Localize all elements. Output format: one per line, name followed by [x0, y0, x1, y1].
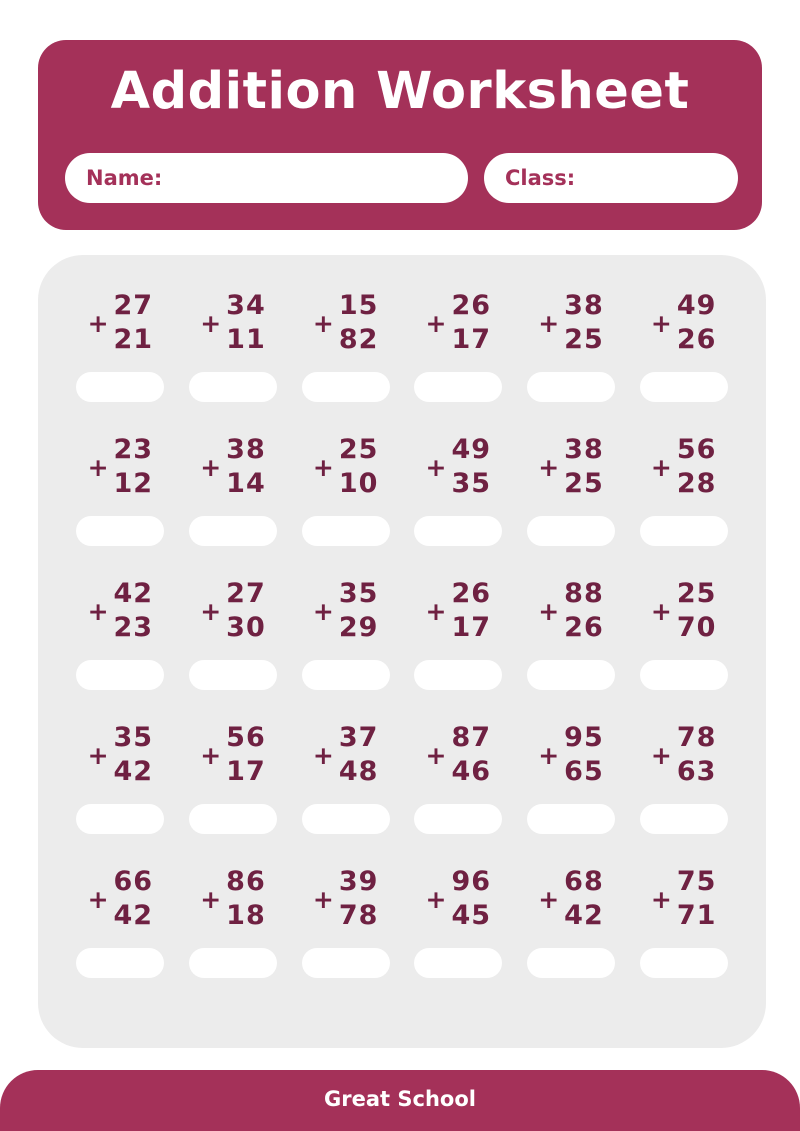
problems-panel — [38, 255, 766, 1048]
problem-operands — [313, 289, 379, 357]
addend-bottom: 63 — [676, 756, 717, 787]
problem-operands — [538, 289, 604, 357]
plus-icon: + — [538, 740, 560, 770]
addend-top: 39 — [338, 866, 379, 897]
problem-cell — [64, 717, 177, 861]
addends — [677, 577, 717, 645]
answer-box[interactable] — [189, 372, 277, 402]
problem-cell — [515, 861, 628, 1005]
addends — [226, 577, 266, 645]
addend-bottom: 11 — [226, 324, 266, 355]
problem-operands — [313, 721, 379, 789]
addends — [339, 577, 379, 645]
plus-icon: + — [87, 884, 109, 914]
addend-bottom: 78 — [338, 900, 379, 931]
addend-top: 49 — [451, 434, 492, 465]
addend-top: 34 — [226, 290, 266, 321]
addends — [114, 721, 154, 789]
problem-cell — [402, 573, 515, 717]
header-fields — [38, 153, 762, 203]
problem-cell — [289, 717, 402, 861]
addend-bottom: 65 — [564, 756, 604, 787]
answer-box[interactable] — [640, 948, 728, 978]
problem-cell — [177, 861, 290, 1005]
answer-box[interactable] — [189, 948, 277, 978]
problem-operands — [88, 433, 154, 501]
problem-cell — [289, 573, 402, 717]
plus-icon: + — [650, 452, 672, 482]
addend-top: 68 — [564, 866, 604, 897]
plus-icon: + — [87, 596, 109, 626]
addends — [452, 721, 492, 789]
problem-cell — [289, 861, 402, 1005]
plus-icon: + — [425, 596, 447, 626]
answer-box[interactable] — [76, 372, 164, 402]
problem-operands — [200, 721, 266, 789]
addends — [226, 289, 266, 357]
plus-icon: + — [425, 452, 447, 482]
addend-top: 75 — [676, 866, 717, 897]
addends — [452, 577, 492, 645]
addend-top: 86 — [226, 866, 266, 897]
addend-top: 78 — [676, 722, 717, 753]
addend-bottom: 29 — [338, 612, 379, 643]
addend-top: 88 — [564, 578, 604, 609]
problem-cell — [515, 429, 628, 573]
problem-operands — [88, 577, 154, 645]
addends — [226, 865, 266, 933]
problem-operands — [88, 865, 154, 933]
addends — [452, 289, 492, 357]
plus-icon: + — [200, 884, 222, 914]
addends — [114, 433, 154, 501]
addends — [339, 865, 379, 933]
answer-box[interactable] — [76, 660, 164, 690]
problem-cell — [177, 285, 290, 429]
plus-icon: + — [200, 308, 222, 338]
addend-top: 56 — [226, 722, 266, 753]
answer-box[interactable] — [527, 804, 615, 834]
addends — [677, 433, 717, 501]
addend-bottom: 42 — [113, 900, 154, 931]
addend-top: 35 — [338, 578, 379, 609]
answer-box[interactable] — [302, 804, 390, 834]
problem-cell — [402, 429, 515, 573]
answer-box[interactable] — [76, 804, 164, 834]
addend-top: 66 — [113, 866, 154, 897]
answer-box[interactable] — [527, 948, 615, 978]
addend-bottom: 71 — [676, 900, 717, 931]
footer-bar — [0, 1070, 800, 1131]
plus-icon: + — [538, 452, 560, 482]
answer-box[interactable] — [302, 948, 390, 978]
plus-icon: + — [312, 884, 334, 914]
addend-top: 95 — [564, 722, 604, 753]
problem-operands — [426, 721, 492, 789]
problem-operands — [426, 577, 492, 645]
addend-bottom: 28 — [676, 468, 717, 499]
addends — [564, 577, 604, 645]
addend-bottom: 26 — [564, 612, 604, 643]
plus-icon: + — [425, 884, 447, 914]
addend-bottom: 82 — [338, 324, 379, 355]
problem-operands — [651, 577, 717, 645]
class-field[interactable] — [484, 153, 738, 203]
addends — [564, 721, 604, 789]
addend-top: 37 — [338, 722, 379, 753]
plus-icon: + — [650, 308, 672, 338]
addend-bottom: 18 — [226, 900, 266, 931]
problem-operands — [426, 433, 492, 501]
addend-top: 15 — [338, 290, 379, 321]
problem-cell — [64, 429, 177, 573]
answer-box[interactable] — [527, 516, 615, 546]
problem-cell — [402, 861, 515, 1005]
problem-cell — [515, 573, 628, 717]
name-label: Name: — [86, 166, 163, 190]
answer-box[interactable] — [414, 660, 502, 690]
name-field[interactable] — [65, 153, 468, 203]
addends — [677, 289, 717, 357]
addend-top: 23 — [113, 434, 154, 465]
answer-box[interactable] — [527, 660, 615, 690]
addends — [452, 865, 492, 933]
answer-box[interactable] — [640, 804, 728, 834]
answer-box[interactable] — [414, 516, 502, 546]
addends — [564, 289, 604, 357]
addends — [452, 433, 492, 501]
problem-operands — [426, 865, 492, 933]
addend-bottom: 42 — [113, 756, 154, 787]
plus-icon: + — [425, 740, 447, 770]
problem-operands — [426, 289, 492, 357]
answer-box[interactable] — [302, 372, 390, 402]
problem-operands — [538, 721, 604, 789]
addend-bottom: 17 — [451, 324, 492, 355]
problem-operands — [538, 865, 604, 933]
problem-operands — [538, 577, 604, 645]
addend-bottom: 26 — [676, 324, 717, 355]
problem-operands — [200, 577, 266, 645]
addend-top: 38 — [564, 434, 604, 465]
addend-bottom: 14 — [226, 468, 266, 499]
answer-box[interactable] — [640, 516, 728, 546]
problem-operands — [313, 577, 379, 645]
plus-icon: + — [538, 596, 560, 626]
answer-box[interactable] — [76, 516, 164, 546]
plus-icon: + — [425, 308, 447, 338]
problem-cell — [627, 285, 740, 429]
problem-cell — [177, 717, 290, 861]
addend-top: 35 — [113, 722, 154, 753]
addend-bottom: 35 — [451, 468, 492, 499]
problem-operands — [88, 721, 154, 789]
problem-cell — [627, 429, 740, 573]
addends — [114, 865, 154, 933]
problem-cell — [177, 573, 290, 717]
problem-operands — [313, 433, 379, 501]
addend-top: 27 — [113, 290, 154, 321]
plus-icon: + — [312, 452, 334, 482]
problem-cell — [289, 429, 402, 573]
addend-top: 56 — [676, 434, 717, 465]
answer-box[interactable] — [302, 660, 390, 690]
plus-icon: + — [538, 884, 560, 914]
addend-bottom: 30 — [226, 612, 266, 643]
addends — [339, 721, 379, 789]
addend-bottom: 25 — [564, 324, 604, 355]
addend-bottom: 21 — [113, 324, 154, 355]
plus-icon: + — [200, 452, 222, 482]
problem-cell — [515, 717, 628, 861]
addend-top: 38 — [564, 290, 604, 321]
addend-bottom: 25 — [564, 468, 604, 499]
plus-icon: + — [312, 308, 334, 338]
problem-operands — [200, 289, 266, 357]
worksheet-header — [38, 40, 762, 230]
addends — [339, 433, 379, 501]
problem-cell — [515, 285, 628, 429]
answer-box[interactable] — [189, 660, 277, 690]
plus-icon: + — [87, 452, 109, 482]
class-label: Class: — [505, 166, 576, 190]
page-title: Addition Worksheet — [110, 62, 690, 121]
plus-icon: + — [200, 596, 222, 626]
addend-top: 42 — [113, 578, 154, 609]
addend-top: 38 — [226, 434, 266, 465]
addends — [114, 577, 154, 645]
plus-icon: + — [200, 740, 222, 770]
addend-bottom: 10 — [338, 468, 379, 499]
problem-operands — [200, 433, 266, 501]
addend-top: 96 — [451, 866, 492, 897]
answer-box[interactable] — [414, 948, 502, 978]
problem-operands — [88, 289, 154, 357]
addend-top: 25 — [338, 434, 379, 465]
addends — [677, 721, 717, 789]
addend-top: 87 — [451, 722, 492, 753]
addend-bottom: 70 — [676, 612, 717, 643]
problem-operands — [200, 865, 266, 933]
addend-top: 25 — [676, 578, 717, 609]
problem-cell — [64, 285, 177, 429]
problem-operands — [651, 721, 717, 789]
addend-top: 27 — [226, 578, 266, 609]
plus-icon: + — [312, 740, 334, 770]
problem-cell — [627, 861, 740, 1005]
plus-icon: + — [650, 740, 672, 770]
problem-cell — [177, 429, 290, 573]
plus-icon: + — [538, 308, 560, 338]
answer-box[interactable] — [640, 660, 728, 690]
addend-top: 26 — [451, 290, 492, 321]
plus-icon: + — [650, 596, 672, 626]
addend-top: 49 — [676, 290, 717, 321]
answer-box[interactable] — [527, 372, 615, 402]
problem-cell — [289, 285, 402, 429]
addend-bottom: 17 — [451, 612, 492, 643]
addends — [339, 289, 379, 357]
addend-bottom: 12 — [113, 468, 154, 499]
addend-bottom: 23 — [113, 612, 154, 643]
answer-box[interactable] — [414, 804, 502, 834]
addends — [114, 289, 154, 357]
addends — [226, 433, 266, 501]
answer-box[interactable] — [640, 372, 728, 402]
problem-operands — [538, 433, 604, 501]
plus-icon: + — [87, 740, 109, 770]
addend-bottom: 48 — [338, 756, 379, 787]
answer-box[interactable] — [189, 804, 277, 834]
plus-icon: + — [650, 884, 672, 914]
problem-cell — [64, 861, 177, 1005]
problem-operands — [651, 433, 717, 501]
answer-box[interactable] — [302, 516, 390, 546]
problem-cell — [402, 717, 515, 861]
answer-box[interactable] — [189, 516, 277, 546]
addend-bottom: 17 — [226, 756, 266, 787]
plus-icon: + — [312, 596, 334, 626]
addend-bottom: 46 — [451, 756, 492, 787]
addends — [226, 721, 266, 789]
problems-grid — [38, 255, 766, 1005]
addends — [677, 865, 717, 933]
addend-bottom: 45 — [451, 900, 492, 931]
problem-operands — [651, 865, 717, 933]
problem-cell — [627, 717, 740, 861]
addend-bottom: 42 — [564, 900, 604, 931]
problem-cell — [64, 573, 177, 717]
answer-box[interactable] — [76, 948, 164, 978]
plus-icon: + — [87, 308, 109, 338]
addends — [564, 433, 604, 501]
problem-operands — [313, 865, 379, 933]
problem-cell — [402, 285, 515, 429]
problem-cell — [627, 573, 740, 717]
addend-top: 26 — [451, 578, 492, 609]
school-name: Great School — [324, 1087, 476, 1111]
answer-box[interactable] — [414, 372, 502, 402]
addends — [564, 865, 604, 933]
problem-operands — [651, 289, 717, 357]
